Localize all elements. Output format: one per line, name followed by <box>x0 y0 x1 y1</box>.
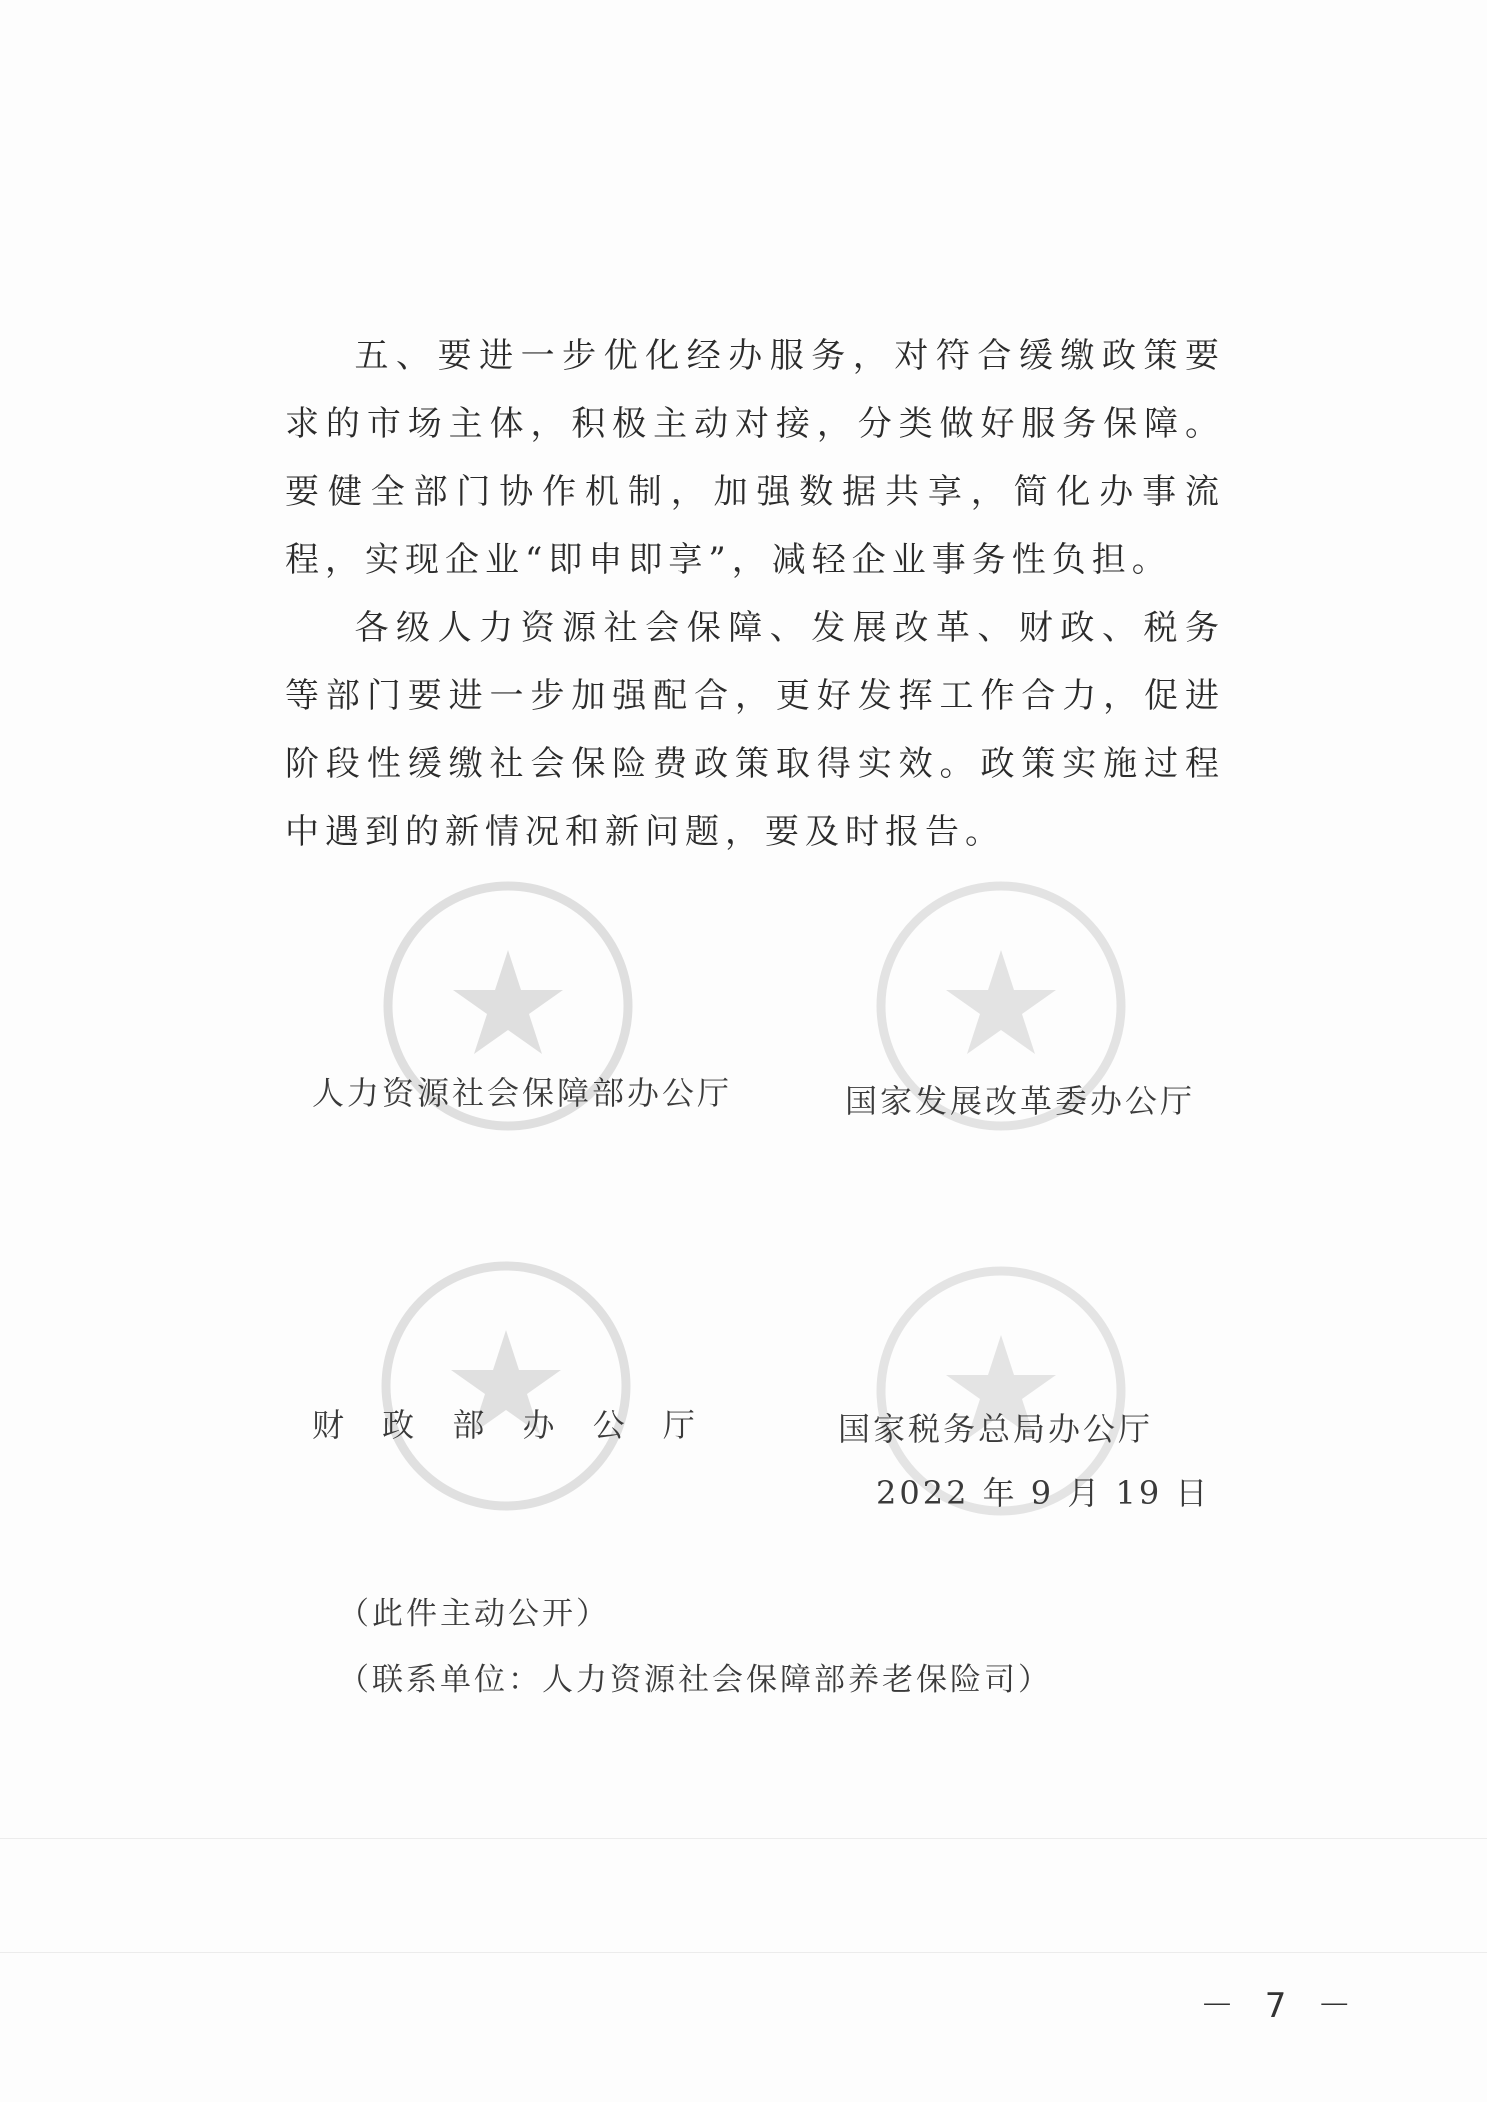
scan-line <box>0 1952 1487 1953</box>
contact-unit: （联系单位：人力资源社会保障部养老保险司） <box>338 1662 1052 1698</box>
mof-seal <box>380 1260 632 1512</box>
paragraph-closing: 各级人力资源社会保障、发展改革、财政、税务等部门要进一步加强配合，更好发挥工作合力，促进阶段性缓缴社会保险费政策取得实效。政策实施过程中遇到的新情况和新问题，要及时报告。 <box>285 608 1225 852</box>
signer-ndrc: 国家发展改革委办公厅 <box>845 1082 1196 1120</box>
page-number: － 7 － <box>1200 1986 1362 2026</box>
public-notice: （此件主动公开） <box>338 1596 610 1632</box>
paragraph-five: 五、要进一步优化经办服务，对符合缓缴政策要求的市场主体，积极主动对接，分类做好服务保障。要健全部门协作机制，加强数据共享，简化办事流程，实现企业“即申即享”，减轻企业事务性负担。 <box>285 336 1225 580</box>
signer-mohrss: 人力资源社会保障部办公厅 <box>312 1074 733 1112</box>
signer-mof: 财 政 部 办 公 厅 <box>312 1406 709 1444</box>
signer-sat: 国家税务总局办公厅 <box>838 1410 1154 1448</box>
scan-line <box>0 1838 1487 1839</box>
issue-date: 2022 年 9 月 19 日 <box>876 1474 1211 1512</box>
